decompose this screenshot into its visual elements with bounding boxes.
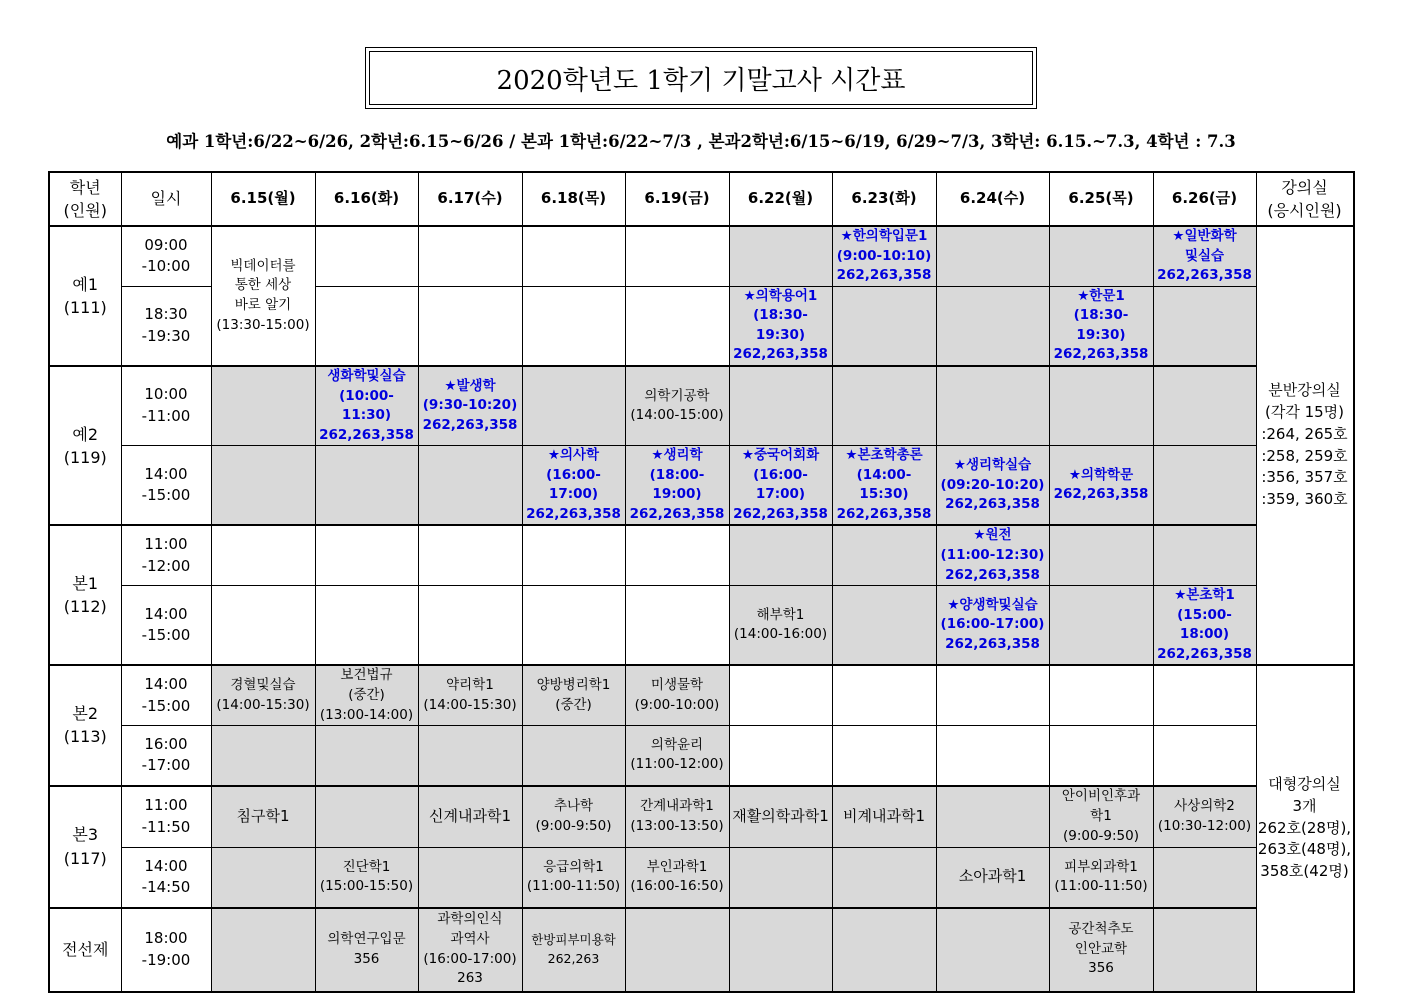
exam-cell: ★의사학 (16:00-17:00) 262,263,358 [522,446,625,526]
empty-cell [729,908,832,992]
time-cell: 18:30 -19:30 [121,286,211,366]
empty-cell [625,286,729,366]
header-day: 6.18(목) [522,172,625,226]
empty-cell [418,586,522,666]
empty-cell [1153,726,1256,786]
exam-cell: 피부외과학1 (11:00-11:50) [1049,848,1153,908]
exam-cell: ★중국어회화 (16:00-17:00) 262,263,358 [729,446,832,526]
empty-cell [729,665,832,725]
time-cell: 14:00 -15:00 [121,586,211,666]
time-cell: 14:00 -15:00 [121,446,211,526]
exam-cell: 의학기공학 (14:00-15:00) [625,366,729,446]
header-time: 일시 [121,172,211,226]
grade-cell: 예2 (119) [49,366,121,526]
time-cell: 11:00 -11:50 [121,786,211,848]
exam-cell: ★양생학및실습 (16:00-17:00) 262,263,358 [936,586,1049,666]
exam-cell: 신계내과학1 [418,786,522,848]
exam-cell: ★본초학1 (15:00-18:00) 262,263,358 [1153,586,1256,666]
empty-cell [729,726,832,786]
exam-cell: 의학연구입문 356 [315,908,418,992]
empty-cell [1049,226,1153,286]
time-cell: 14:00 -15:00 [121,665,211,725]
table-row [49,786,1354,848]
exam-cell: 사상의학2 (10:30-12:00) [1153,786,1256,848]
header-day: 6.23(화) [832,172,936,226]
empty-cell [315,446,418,526]
exam-timetable [48,171,1355,993]
empty-cell [832,286,936,366]
exam-cell: 경혈및실습 (14:00-15:30) [211,665,315,725]
empty-cell [832,726,936,786]
exam-cell: 생화학및실습 (10:00-11:30) 262,263,358 [315,366,418,446]
room-cell: 대형강의실 3개 262호(28명), 263호(48명), 358호(42명) [1256,665,1353,991]
exam-cell: 미생물학 (9:00-10:00) [625,665,729,725]
empty-cell [1153,908,1256,992]
exam-cell: ★생리학 (18:00-19:00) 262,263,358 [625,446,729,526]
exam-cell: 빅데이터를 통한 세상 바로 알기 (13:30-15:00) [211,226,315,366]
exam-cell: ★일반화학 및실습 262,263,358 [1153,226,1256,286]
empty-cell [211,446,315,526]
exam-cell: 보건법규 (중간) (13:00-14:00) [315,665,418,725]
grade-cell: 전선제 [49,908,121,992]
page-title: 2020학년도 1학기 기말고사 시간표 [369,51,1033,105]
empty-cell [832,525,936,585]
empty-cell [832,908,936,992]
table-row [49,908,1354,992]
exam-cell: 과학의인식 과역사 (16:00-17:00) 263 [418,908,522,992]
exam-cell: ★한문1 (18:30-19:30) 262,263,358 [1049,286,1153,366]
exam-cell: 부인과학1 (16:00-16:50) [625,848,729,908]
empty-cell [315,726,418,786]
table-row [49,446,1354,526]
title-box [365,47,1037,109]
empty-cell [625,525,729,585]
grade-cell: 본2 (113) [49,665,121,785]
exam-cell: 한방피부미용학 262,263 [522,908,625,992]
exam-cell: ★원전 (11:00-12:30) 262,263,358 [936,525,1049,585]
empty-cell [936,665,1049,725]
header-day: 6.22(월) [729,172,832,226]
exam-cell: 재활의학과학1 [729,786,832,848]
exam-cell: 양방병리학1 (중간) [522,665,625,725]
empty-cell [522,226,625,286]
empty-cell [211,848,315,908]
empty-cell [522,586,625,666]
empty-cell [315,226,418,286]
exam-cell: 비계내과학1 [832,786,936,848]
empty-cell [625,226,729,286]
exam-cell: ★생리학실습 (09:20-10:20) 262,263,358 [936,446,1049,526]
empty-cell [832,586,936,666]
table-row [49,226,1354,286]
time-cell: 10:00 -11:00 [121,366,211,446]
time-cell: 14:00 -14:50 [121,848,211,908]
empty-cell [418,286,522,366]
empty-cell [1153,525,1256,585]
empty-cell [729,226,832,286]
exam-cell: 약리학1 (14:00-15:30) [418,665,522,725]
empty-cell [1049,586,1153,666]
empty-cell [418,848,522,908]
table-row [49,848,1354,908]
room-cell: 분반강의실 (각각 15명) :264, 265호 :258, 259호 :356, 357호 :359, 360호 [1256,226,1353,665]
empty-cell [418,726,522,786]
grade-cell: 본1 (112) [49,525,121,665]
empty-cell [625,908,729,992]
time-cell: 18:00 -19:00 [121,908,211,992]
header-day: 6.19(금) [625,172,729,226]
empty-cell [1049,525,1153,585]
header-day: 6.26(금) [1153,172,1256,226]
exam-cell: ★발생학 (9:30-10:20) 262,263,358 [418,366,522,446]
empty-cell [936,366,1049,446]
exam-cell: 간계내과학1 (13:00-13:50) [625,786,729,848]
empty-cell [936,286,1049,366]
empty-cell [1153,366,1256,446]
empty-cell [522,726,625,786]
time-cell: 16:00 -17:00 [121,726,211,786]
empty-cell [211,366,315,446]
empty-cell [211,586,315,666]
time-cell: 09:00 -10:00 [121,226,211,286]
empty-cell [315,525,418,585]
table-row [49,586,1354,666]
empty-cell [832,665,936,725]
exam-cell: 응급의학1 (11:00-11:50) [522,848,625,908]
empty-cell [729,525,832,585]
table-row [49,726,1354,786]
header-day: 6.16(화) [315,172,418,226]
exam-period-subtitle: 예과 1학년:6/22~6/26, 2학년:6.15~6/26 / 본과 1학년:6/22~7/3 , 본과2학년:6/15~6/19, 6/29~7/3, 3학년: 6.15.~7.3, 4학년 : 7.3 [166,132,1236,151]
empty-cell [936,786,1049,848]
empty-cell [625,586,729,666]
exam-cell: 침구학1 [211,786,315,848]
empty-cell [936,908,1049,992]
header-grade: 학년 (인원) [49,172,121,226]
empty-cell [522,366,625,446]
exam-cell: ★의학학문 262,263,358 [1049,446,1153,526]
header-day: 6.25(목) [1049,172,1153,226]
empty-cell [1049,366,1153,446]
empty-cell [522,525,625,585]
table-row [49,366,1354,446]
empty-cell [522,286,625,366]
table-row [49,665,1354,725]
empty-cell [729,848,832,908]
empty-cell [936,726,1049,786]
exam-cell: 공간척추도 인안교학 356 [1049,908,1153,992]
empty-cell [832,848,936,908]
empty-cell [211,908,315,992]
empty-cell [1153,286,1256,366]
empty-cell [832,366,936,446]
header-room: 강의실 (응시인원) [1256,172,1353,226]
empty-cell [729,366,832,446]
empty-cell [1353,908,1354,992]
empty-cell [1153,848,1256,908]
header-day: 6.24(수) [936,172,1049,226]
exam-cell: ★본초학총론 (14:00-15:30) 262,263,358 [832,446,936,526]
empty-cell [418,525,522,585]
header-day: 6.15(월) [211,172,315,226]
empty-cell [211,525,315,585]
header-row [49,172,1354,226]
exam-cell: 진단학1 (15:00-15:50) [315,848,418,908]
exam-cell: 소아과학1 [936,848,1049,908]
empty-cell [418,446,522,526]
table-row [49,525,1354,585]
empty-cell [1153,665,1256,725]
empty-cell [1049,726,1153,786]
exam-cell: 추나학 (9:00-9:50) [522,786,625,848]
empty-cell [418,226,522,286]
empty-cell [315,286,418,366]
empty-cell [315,786,418,848]
empty-cell [1153,446,1256,526]
exam-cell: ★의학용어1 (18:30-19:30) 262,263,358 [729,286,832,366]
time-cell: 11:00 -12:00 [121,525,211,585]
empty-cell [211,726,315,786]
exam-cell: ★한의학입문1 (9:00-10:10) 262,263,358 [832,226,936,286]
exam-cell: 안이비인후과 학1 (9:00-9:50) [1049,786,1153,848]
exam-cell: 의학윤리 (11:00-12:00) [625,726,729,786]
exam-cell: 해부학1 (14:00-16:00) [729,586,832,666]
empty-cell [315,586,418,666]
empty-cell [1049,665,1153,725]
grade-cell: 본3 (117) [49,786,121,908]
grade-cell: 예1 (111) [49,226,121,366]
header-day: 6.17(수) [418,172,522,226]
empty-cell [936,226,1049,286]
